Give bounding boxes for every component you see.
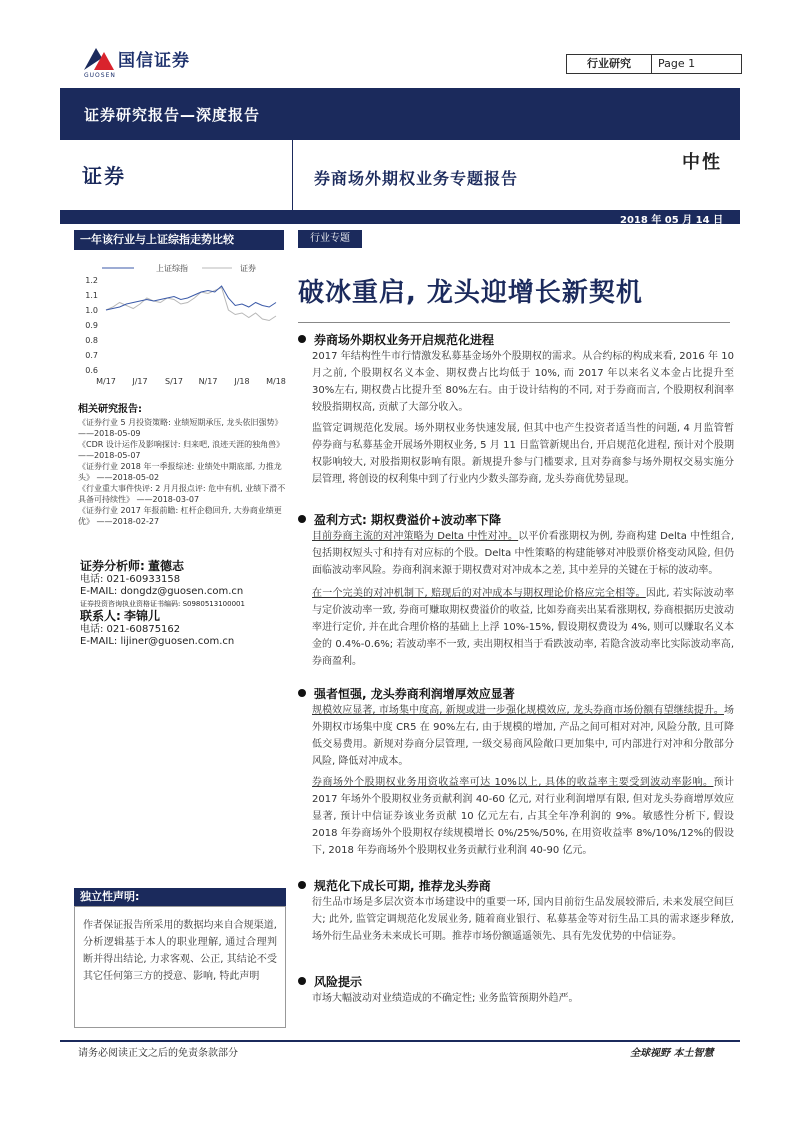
analyst1-label: 证券分析师: <box>80 559 145 573</box>
headline-rule <box>298 322 730 323</box>
section-paragraph <box>298 774 734 859</box>
x-tick-label: J/17 <box>132 377 148 386</box>
section-paragraph <box>298 702 734 770</box>
chart-title: 一年该行业与上证综指走势比较 <box>74 230 284 250</box>
bullet-icon <box>298 689 306 697</box>
section-paragraph: 市场大幅波动对业绩造成的不确定性; 业务监管预期外趋严。 <box>312 993 579 1004</box>
y-tick-label: 1.2 <box>85 276 98 285</box>
x-tick-label: M/18 <box>266 377 286 386</box>
related-item[interactable]: 《CDR 设计运作及影响探讨: 归来吧, 浪迹天涯的独角兽》 ——2018-05-07 <box>78 440 285 460</box>
section-3 <box>298 686 734 859</box>
guosen-logo-icon <box>82 42 116 72</box>
section-5 <box>298 974 734 1007</box>
related-item[interactable]: 《证券行业 5 月投资策略: 业绩短期承压, 龙头依旧强势》 ——2018-05-09 <box>78 418 283 438</box>
brand-name: 国信证券 <box>118 51 190 71</box>
header-page: Page 1 <box>658 57 696 70</box>
section-heading: 风险提示 <box>314 975 363 989</box>
paragraph-lead: 目前券商主流的对冲策略为 Delta 中性对冲。 <box>312 531 519 542</box>
report-date: 2018 年 05 月 14 日 <box>620 215 724 226</box>
paragraph-rest: 因此, 若实际波动率与定价波动率一致, 券商可赚取期权费溢价的收益, 比如券商卖出某看涨期权, 券商根据历史波动率进行定价, 并在此合理价格的基础上上浮 10%-15%, 假设期权费设为 4%, 则可以赚取名义本金的 0.4%-0.6%; 若波动率不一致, 卖出期权相当于看跌波动率, 若隐含波动率比实际波动率高, 券商盈利。 <box>312 588 734 667</box>
section-paragraph: 监管定调规范化发展。场外期权业务快速发展, 但其中也产生投资者适当性的问题, 4 月监管暂停券商与私募基金开展场外期权业务, 5 月 11 日监管新规出台, 开启规范化进程, 预计对个股期权影响较大, 对股指期权影响有限。新规提升参与门槛要求, 且对券商参与场外期权交易实施分层管理, 将创设的权利集中到了行业内少数头部券商, 龙头券商优势显现。 <box>312 423 734 485</box>
analyst1-cert: 证券投资咨询执业资格证书编码: S0980513100001 <box>80 600 245 608</box>
independence-text: 作者保证报告所采用的数据均来自合规渠道, 分析逻辑基于本人的职业理解, 通过合理判断并得出结论, 力求客观、公正, 其结论不受其它任何第三方的授意、影响, 特此声明 <box>74 906 286 1028</box>
banner-title: 证券研究报告—深度报告 <box>84 106 261 124</box>
section-heading: 券商场外期权业务开启规范化进程 <box>314 333 495 347</box>
series-line-szzz <box>106 286 276 310</box>
series-line-securities <box>106 288 276 321</box>
related-item[interactable]: 《证券行业 2017 年报前瞻: 杠杆企稳回升, 大券商业绩更优》 ——2018-02-27 <box>78 506 282 526</box>
y-tick-label: 0.7 <box>85 351 98 360</box>
section-1 <box>298 332 734 488</box>
footer-disclaimer: 请务必阅读正文之后的免责条款部分 <box>78 1048 238 1059</box>
section-heading: 强者恒强, 龙头券商利润增厚效应显著 <box>314 687 515 701</box>
related-title: 相关研究报告: <box>78 404 142 415</box>
paragraph-lead: 券商场外个股期权业务用资收益率可达 10%以上, 具体的收益率主要受到波动率影响。 <box>312 777 714 788</box>
section-4 <box>298 878 734 945</box>
y-tick-label: 0.6 <box>85 366 98 375</box>
paragraph-lead: 在一个完美的对冲机制下, 赔现后的对冲成本与期权理论价格应完全相等。 <box>312 588 646 599</box>
independence-title: 独立性声明: <box>74 888 286 906</box>
x-tick-label: J/18 <box>234 377 250 386</box>
header-category: 行业研究 <box>567 55 652 73</box>
performance-chart <box>74 254 286 394</box>
analyst2-phone: 电话: 021-60875162 <box>80 624 181 635</box>
rating: 中性 <box>682 152 722 173</box>
analyst1-email[interactable]: E-MAIL: dongdz@guosen.com.cn <box>80 586 244 597</box>
y-tick-label: 0.9 <box>85 321 98 330</box>
paragraph-rest: 预计 2017 年场外个股期权业务贡献利润 40-60 亿元, 对行业利润增厚有限, 但对龙头券商增厚效应显著, 预计中信证券该业务贡献 10 亿元左右, 占其全年净利润的 9%。敏感性分析下, 假设 2018 年券商场外个股期权存续规模增长 0%/25%/50%, 在用资收益率 8%/10%/12%的假设下, 2018 年券商场外个股期权业务贡献行业利润 40-90 亿元。 <box>312 777 735 856</box>
brand-sub: GUOSEN <box>84 72 116 79</box>
header-box <box>566 54 742 74</box>
report-title: 券商场外期权业务专题报告 <box>314 169 519 188</box>
paragraph-rest: 场外期权市场集中度 CR5 在 90%左右, 由于规模的增加, 产品之间可相对对冲, 风险分散, 且可降低交易费用。新规对券商分层管理, 一级交易商风险敞口更加集中, 可内部进行对冲和分散部分风险, 降低对冲成本。 <box>312 705 734 767</box>
report-tag: 行业专题 <box>298 230 362 248</box>
divider <box>292 140 293 216</box>
y-tick-label: 0.8 <box>85 336 98 345</box>
analyst2-email[interactable]: E-MAIL: lijiner@guosen.com.cn <box>80 636 235 647</box>
bullet-icon <box>298 335 306 343</box>
footer-rule <box>60 1040 740 1042</box>
footer-slogan: 全球视野 本土智慧 <box>630 1048 714 1059</box>
bullet-icon <box>298 515 306 523</box>
analyst2-label: 联系人: <box>80 609 121 623</box>
bullet-icon <box>298 977 306 985</box>
x-tick-label: S/17 <box>165 377 183 386</box>
analyst2-name: 李锦儿 <box>124 609 161 623</box>
analyst1-phone: 电话: 021-60933158 <box>80 574 181 585</box>
related-research <box>78 404 286 527</box>
analyst1-name: 董德志 <box>148 559 185 573</box>
chart-svg <box>74 254 286 394</box>
related-item[interactable]: 《证券行业 2018 年一季报综述: 业绩处中期底部, 力推龙头》 ——2018-05-02 <box>78 462 282 482</box>
section-2 <box>298 512 734 670</box>
section-paragraph: 衍生品市场是多层次资本市场建设中的重要一环, 国内目前衍生品发展较滞后, 未来发展空间巨大; 此外, 监管定调规范化发展业务, 随着商业银行、私募基金等对衍生品工具的需求逐步释放, 场外衍生品业务未来成长可期。推荐市场份额遥遥领先、具有先发优势的中信证券。 <box>312 897 734 942</box>
sector-name: 证券 <box>82 164 126 188</box>
y-tick-label: 1.0 <box>85 306 98 315</box>
legend-label-szzz: 上证综指 <box>156 264 188 273</box>
paragraph-lead: 规模效应显著, 市场集中度高, 新规或进一步强化规模效应, 龙头券商市场份额有望继续提升。 <box>312 705 724 716</box>
section-heading: 盈利方式: 期权费溢价+波动率下降 <box>314 513 502 527</box>
x-tick-label: N/17 <box>198 377 218 386</box>
headline: 破冰重启, 龙头迎增长新契机 <box>298 278 643 308</box>
section-paragraph <box>298 585 734 670</box>
section-paragraph <box>298 528 734 579</box>
section-heading: 规范化下成长可期, 推荐龙头券商 <box>314 879 491 893</box>
paragraph-rest: 以平价看涨期权为例, 券商构建 Delta 中性组合, 包括期权短头寸和持有对应标的个股。Delta 中性策略的构建能够对冲股票价格变动风险, 但仍面临波动率风险。券商利润来源于期权费对对冲成本之差, 其中差异的关键在于标的波动率。 <box>312 531 734 576</box>
x-tick-label: M/17 <box>96 377 116 386</box>
bullet-icon <box>298 881 306 889</box>
y-tick-label: 1.1 <box>85 291 98 300</box>
related-item[interactable]: 《行业重大事件快评: 2 月月报点评: 危中有机, 业绩下滑不具备可持续性》 ——2018-03-07 <box>78 484 286 504</box>
legend-label-securities: 证券 <box>240 264 256 273</box>
analyst-info <box>80 560 290 648</box>
section-paragraph: 2017 年结构性牛市行情激发私募基金场外个股期权的需求。从合约标的构成来看, 2016 年 10 月之前, 个股期权名义本金、期权费占比均低于 10%, 而 2017 年以来名义本金占比提升至 30%左右, 期权费占比提升至 80%左右。由于设计结构的不同, 对于券商而言, 个股期权利润率较股指期权高, 贡献了大部分收入。 <box>312 351 734 413</box>
